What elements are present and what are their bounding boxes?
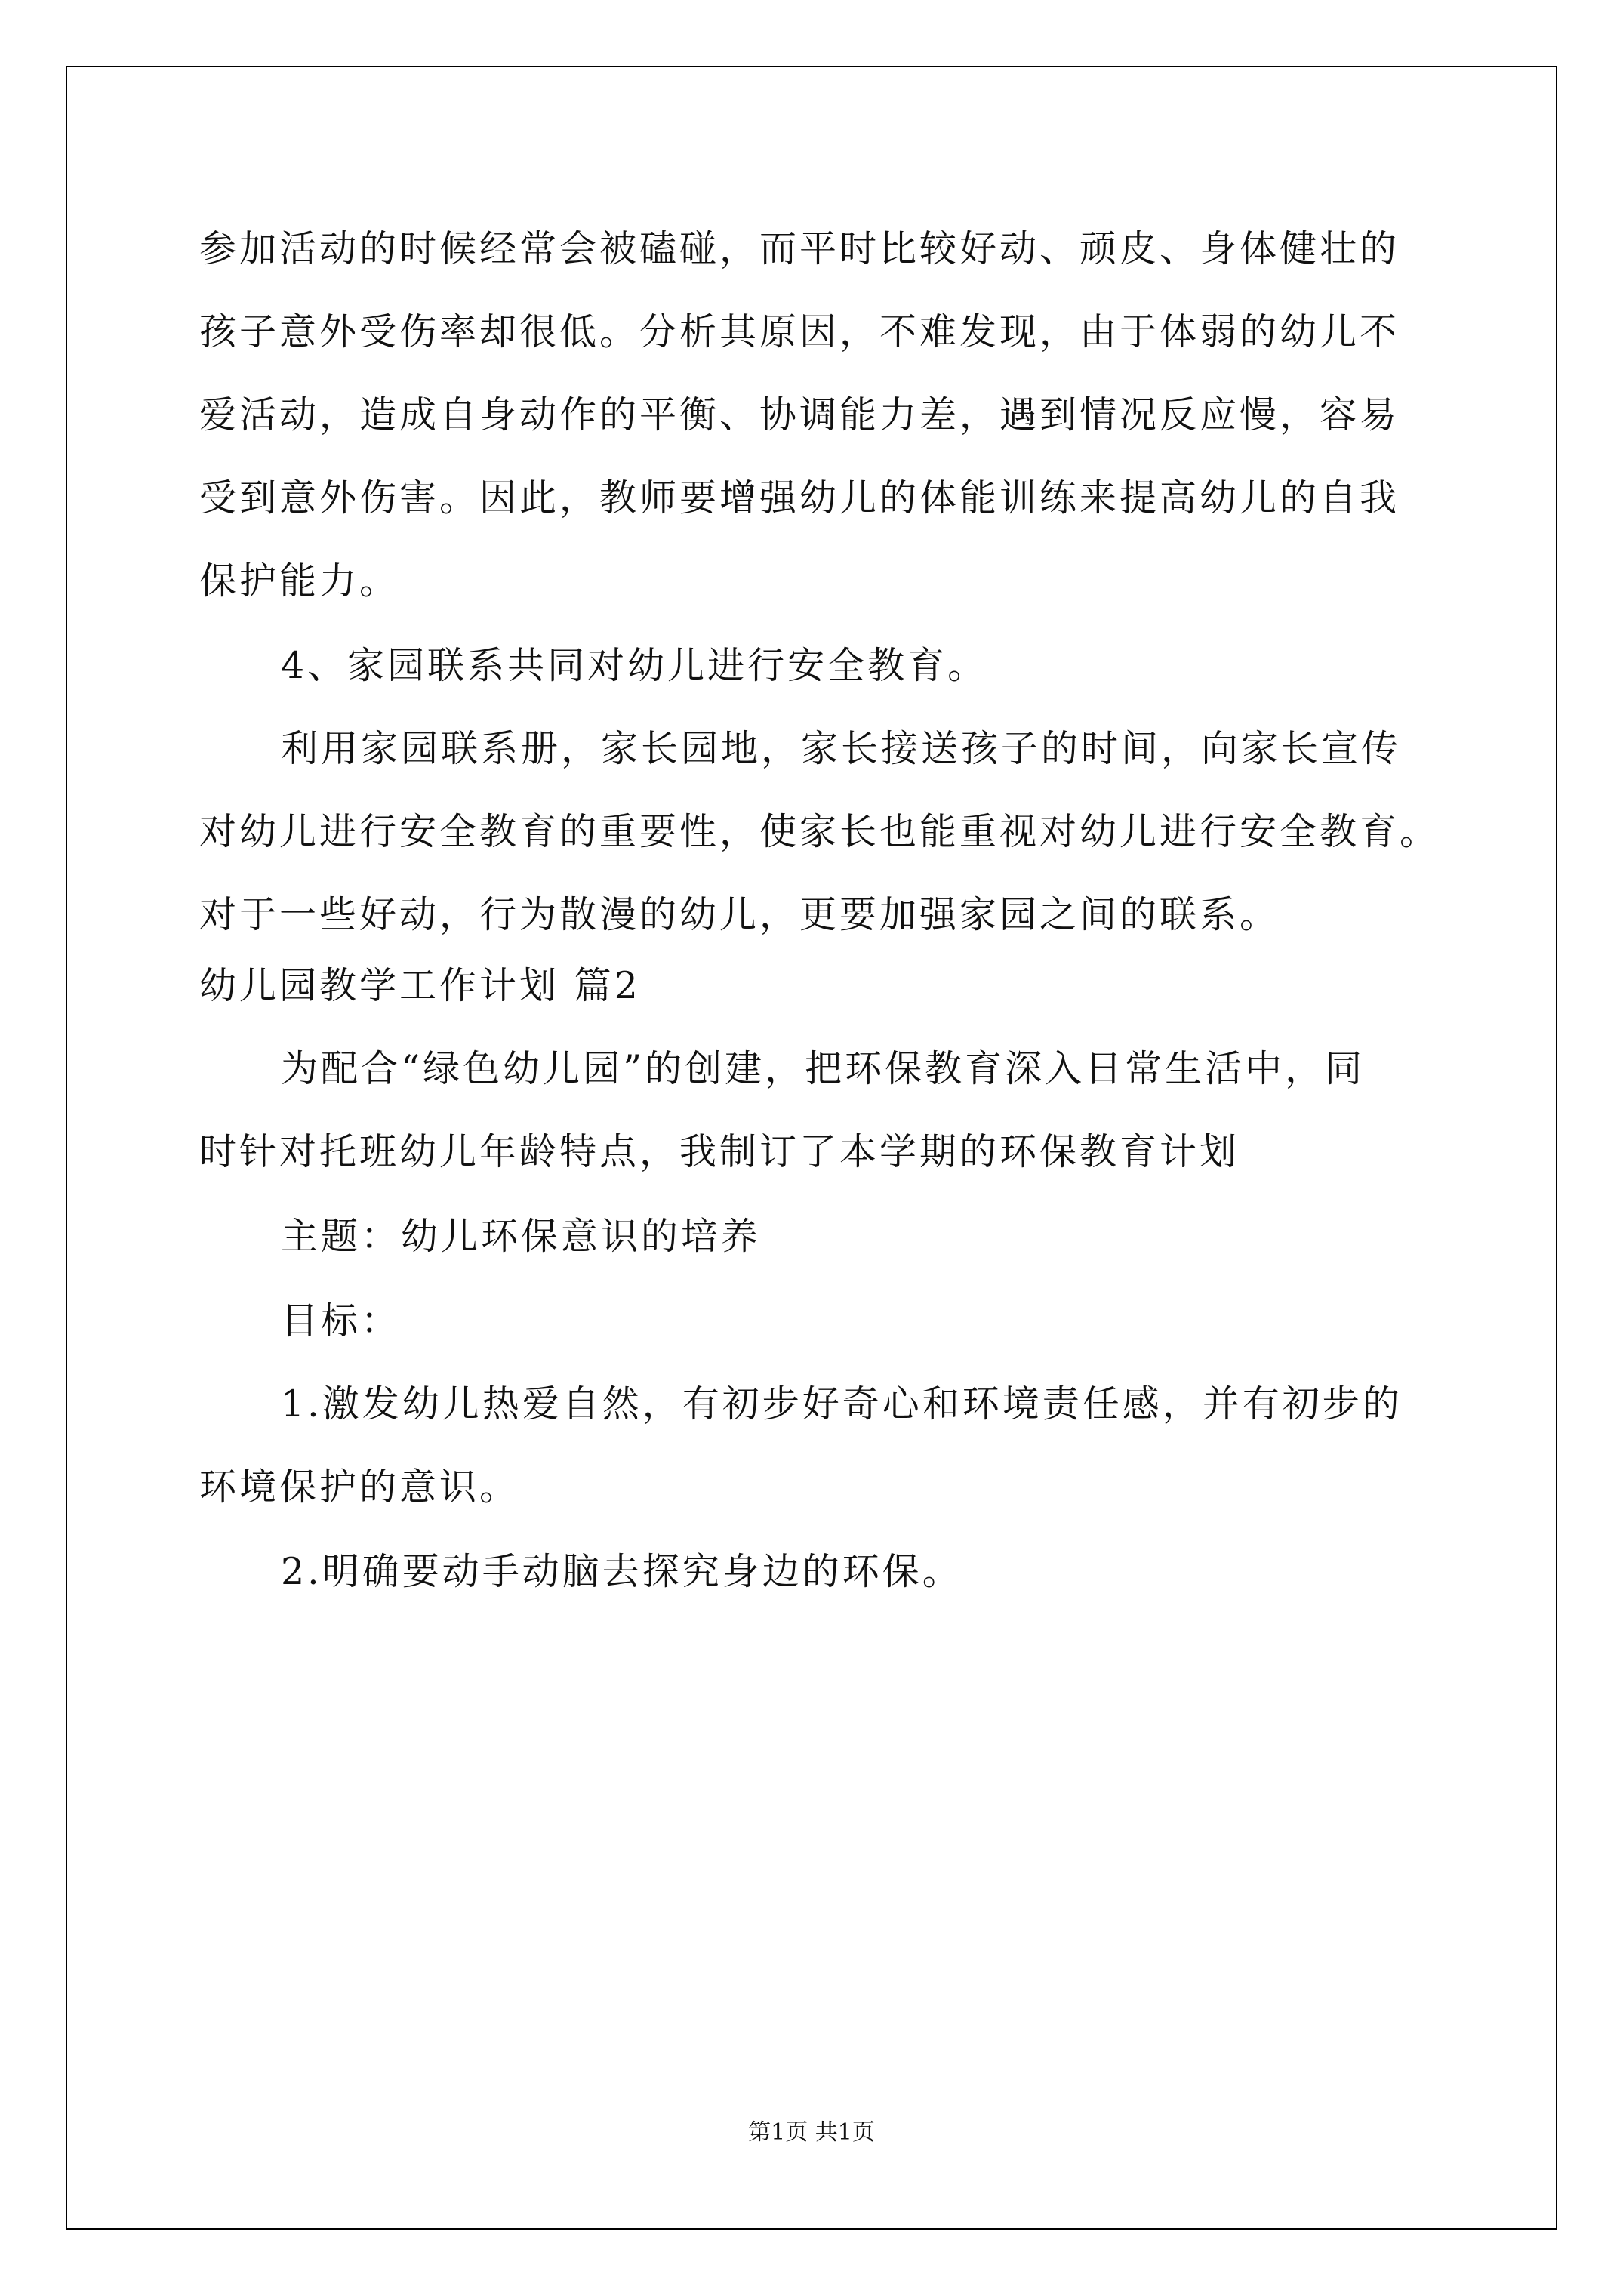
text-line: 4、家园联系共同对幼儿进行安全教育。 xyxy=(281,644,988,687)
text-line: 利用家园联系册，家长园地，家长接送孩子的时间，向家长宣传 xyxy=(281,727,1402,770)
text-line: 爱活动，造成自身动作的平衡、协调能力差，遇到情况反应慢，容易 xyxy=(199,393,1400,436)
text-line: 孩子意外受伤率却很低。分析其原因，不难发现，由于体弱的幼儿不 xyxy=(199,310,1400,353)
text-line: 参加活动的时候经常会被磕碰，而平时比较好动、顽皮、身体健壮的 xyxy=(199,227,1400,270)
text-line: 为配合“绿色幼儿园”的创建，把环保教育深入日常生活中，同 xyxy=(281,1047,1366,1090)
text-line: 对幼儿进行安全教育的重要性，使家长也能重视对幼儿进行安全教育。 xyxy=(199,810,1440,853)
text-line: 1.激发幼儿热爱自然，有初步好奇心和环境责任感，并有初步的 xyxy=(281,1382,1403,1425)
text-line: 目标： xyxy=(281,1299,402,1342)
text-line: 受到意外伤害。因此，教师要增强幼儿的体能训练来提高幼儿的自我 xyxy=(199,476,1400,519)
page-footer: 第1页 共1页 xyxy=(748,2119,875,2146)
text-line: 环境保护的意识。 xyxy=(199,1465,520,1509)
text-line: 对于一些好动，行为散漫的幼儿，更要加强家园之间的联系。 xyxy=(199,893,1280,936)
text-line: 时针对托班幼儿年龄特点，我制订了本学期的环保教育计划 xyxy=(199,1130,1240,1173)
section-heading: 幼儿园教学工作计划 篇2 xyxy=(199,964,641,1007)
text-line: 2.明确要动手动脑去探究身边的环保。 xyxy=(281,1550,962,1593)
text-line: 主题：幼儿环保意识的培养 xyxy=(281,1215,762,1258)
text-line: 保护能力。 xyxy=(199,559,400,603)
